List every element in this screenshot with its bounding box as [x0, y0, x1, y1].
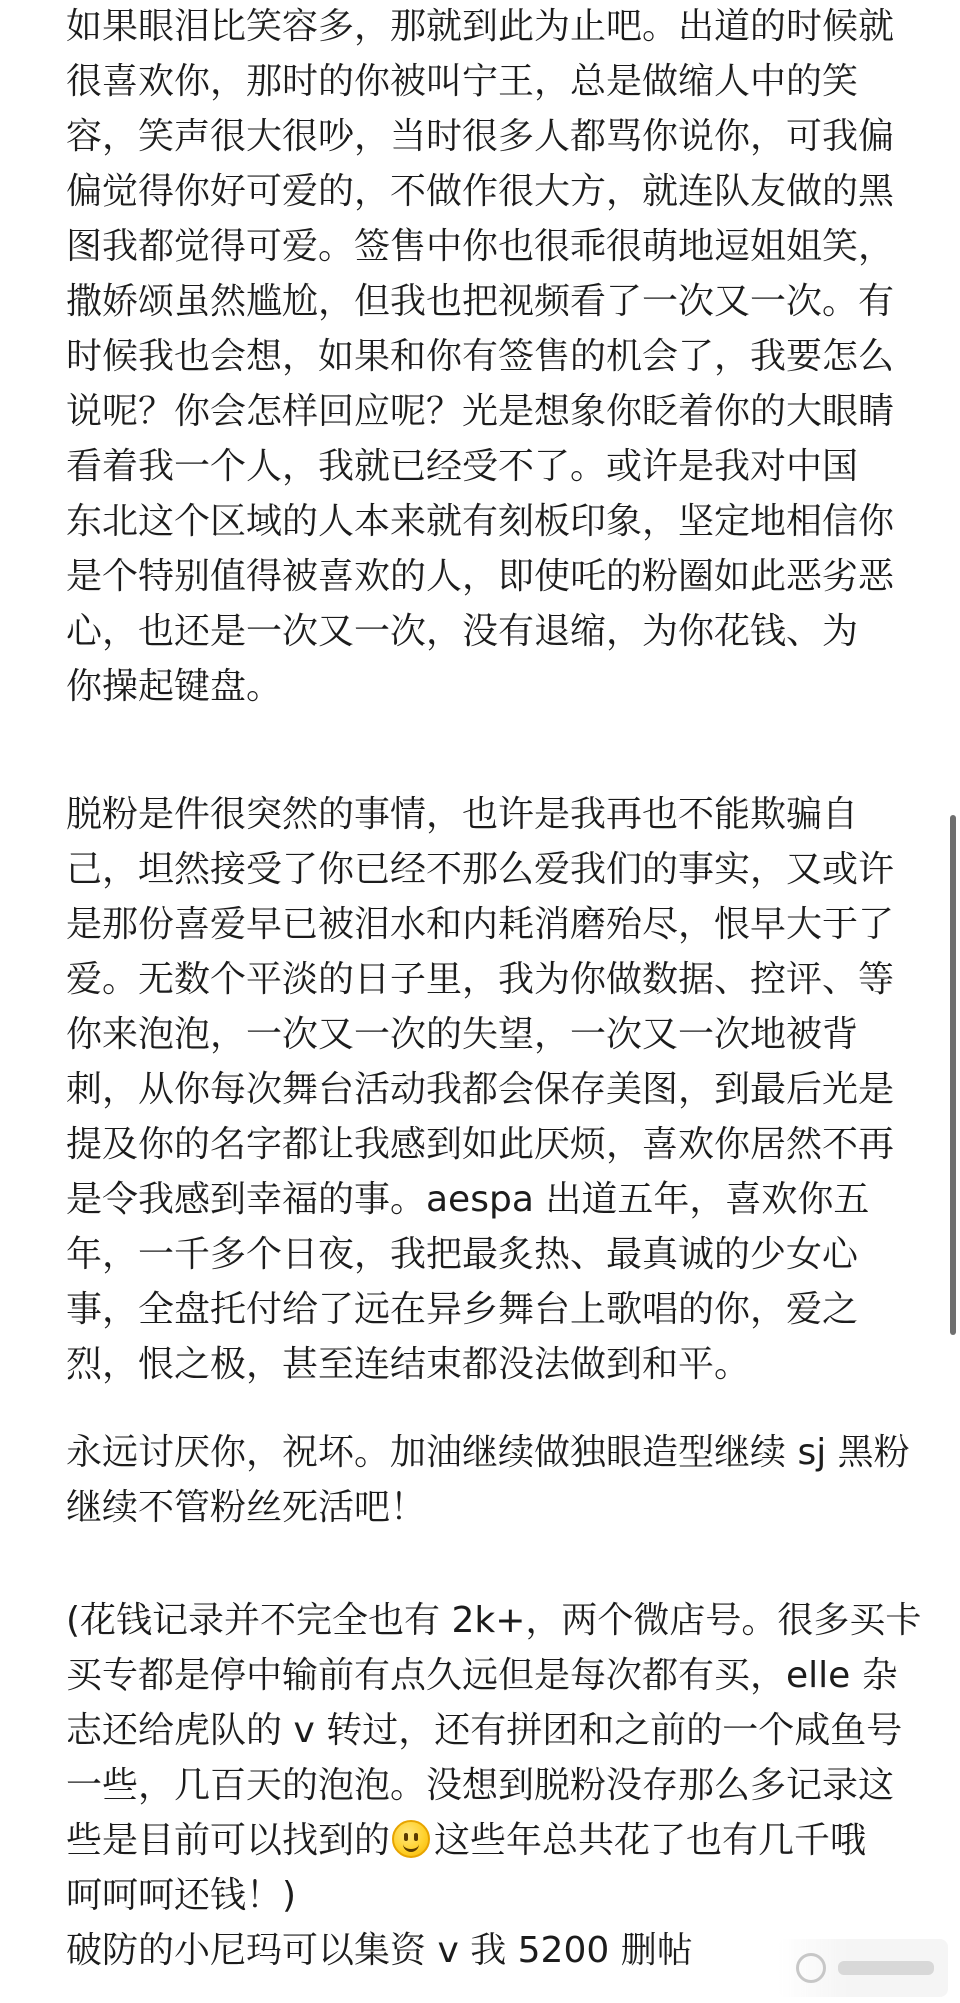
text-line: 是个特别值得被喜欢的人，即使吒的粉圈如此恶劣恶 — [66, 556, 895, 597]
text-line: 如果眼泪比笑容多，那就到此为止吧。出道的时候就 — [66, 6, 895, 47]
text-line: 你来泡泡，一次又一次的失望，一次又一次地被背 — [66, 1014, 859, 1055]
text-line: 年，一千多个日夜，我把最炙热、最真诚的少女心 — [66, 1234, 859, 1275]
text-line: 是令我感到幸福的事。aespa 出道五年，喜欢你五 — [66, 1179, 870, 1220]
text-line: 东北这个区域的人本来就有刻板印象，坚定地相信你 — [66, 501, 895, 542]
watermark-logo-icon — [796, 1953, 826, 1983]
text-line: 脱粉是件很突然的事情，也许是我再也不能欺骗自 — [66, 794, 859, 835]
text-line: 看着我一个人，我就已经受不了。或许是我对中国 — [66, 446, 859, 487]
text-line: 时候我也会想，如果和你有签售的机会了，我要怎么 — [66, 336, 895, 377]
text-line: 买专都是停中输前有点久远但是每次都有买，elle 杂 — [66, 1655, 898, 1696]
text-line: 容，笑声很大很吵，当时很多人都骂你说你，可我偏 — [66, 116, 895, 157]
text-segment: 这些年总共花了也有几千哦 — [434, 1820, 867, 1861]
text-line: 爱。无数个平淡的日子里，我为你做数据、控评、等 — [66, 959, 895, 1000]
text-line: 撒娇颂虽然尴尬，但我也把视频看了一次又一次。有 — [66, 281, 895, 322]
text-segment: 些是目前可以找到的 — [66, 1820, 391, 1861]
text-line: 你操起键盘。 — [66, 666, 283, 707]
text-line-with-emoji — [66, 1814, 866, 1868]
text-line: (花钱记录并不完全也有 2k+，两个微店号。很多买卡 — [66, 1600, 922, 1641]
vertical-scrollbar[interactable] — [950, 815, 956, 1335]
slightly-smiling-face-icon — [392, 1820, 430, 1858]
platform-watermark — [778, 1939, 948, 1997]
text-line: 永远讨厌你，祝坏。加油继续做独眼造型继续 sj 黑粉 — [66, 1432, 910, 1473]
text-line: 一些，几百天的泡泡。没想到脱粉没存那么多记录这 — [66, 1765, 895, 1806]
text-line: 说呢？你会怎样回应呢？光是想象你眨着你的大眼睛 — [66, 391, 895, 432]
text-line: 己，坦然接受了你已经不那么爱我们的事实，又或许 — [66, 849, 895, 890]
watermark-redacted-handle — [838, 1961, 934, 1975]
text-line: 烈，恨之极，甚至连结束都没法做到和平。 — [66, 1344, 751, 1385]
text-line: 事，全盘托付给了远在异乡舞台上歌唱的你，爱之 — [66, 1289, 859, 1330]
text-line: 呵呵呵还钱！) — [66, 1875, 297, 1916]
text-line: 刺，从你每次舞台活动我都会保存美图，到最后光是 — [66, 1069, 895, 1110]
text-line: 心，也还是一次又一次，没有退缩，为你花钱、为 — [66, 611, 859, 652]
text-line: 很喜欢你，那时的你被叫宁王，总是做缩人中的笑 — [66, 61, 859, 102]
text-line: 是那份喜爱早已被泪水和内耗消磨殆尽，恨早大于了 — [66, 904, 895, 945]
text-line: 破防的小尼玛可以集资 v 我 5200 删帖 — [66, 1930, 693, 1971]
text-line: 志还给虎队的 v 转过，还有拼团和之前的一个咸鱼号 — [66, 1710, 903, 1751]
text-line: 偏觉得你好可爱的，不做作很大方，就连队友做的黑 — [66, 171, 895, 212]
text-line: 提及你的名字都让我感到如此厌烦，喜欢你居然不再 — [66, 1124, 895, 1165]
text-line: 图我都觉得可爱。签售中你也很乖很萌地逗姐姐笑， — [66, 226, 895, 267]
text-line: 继续不管粉丝死活吧！ — [66, 1487, 427, 1528]
